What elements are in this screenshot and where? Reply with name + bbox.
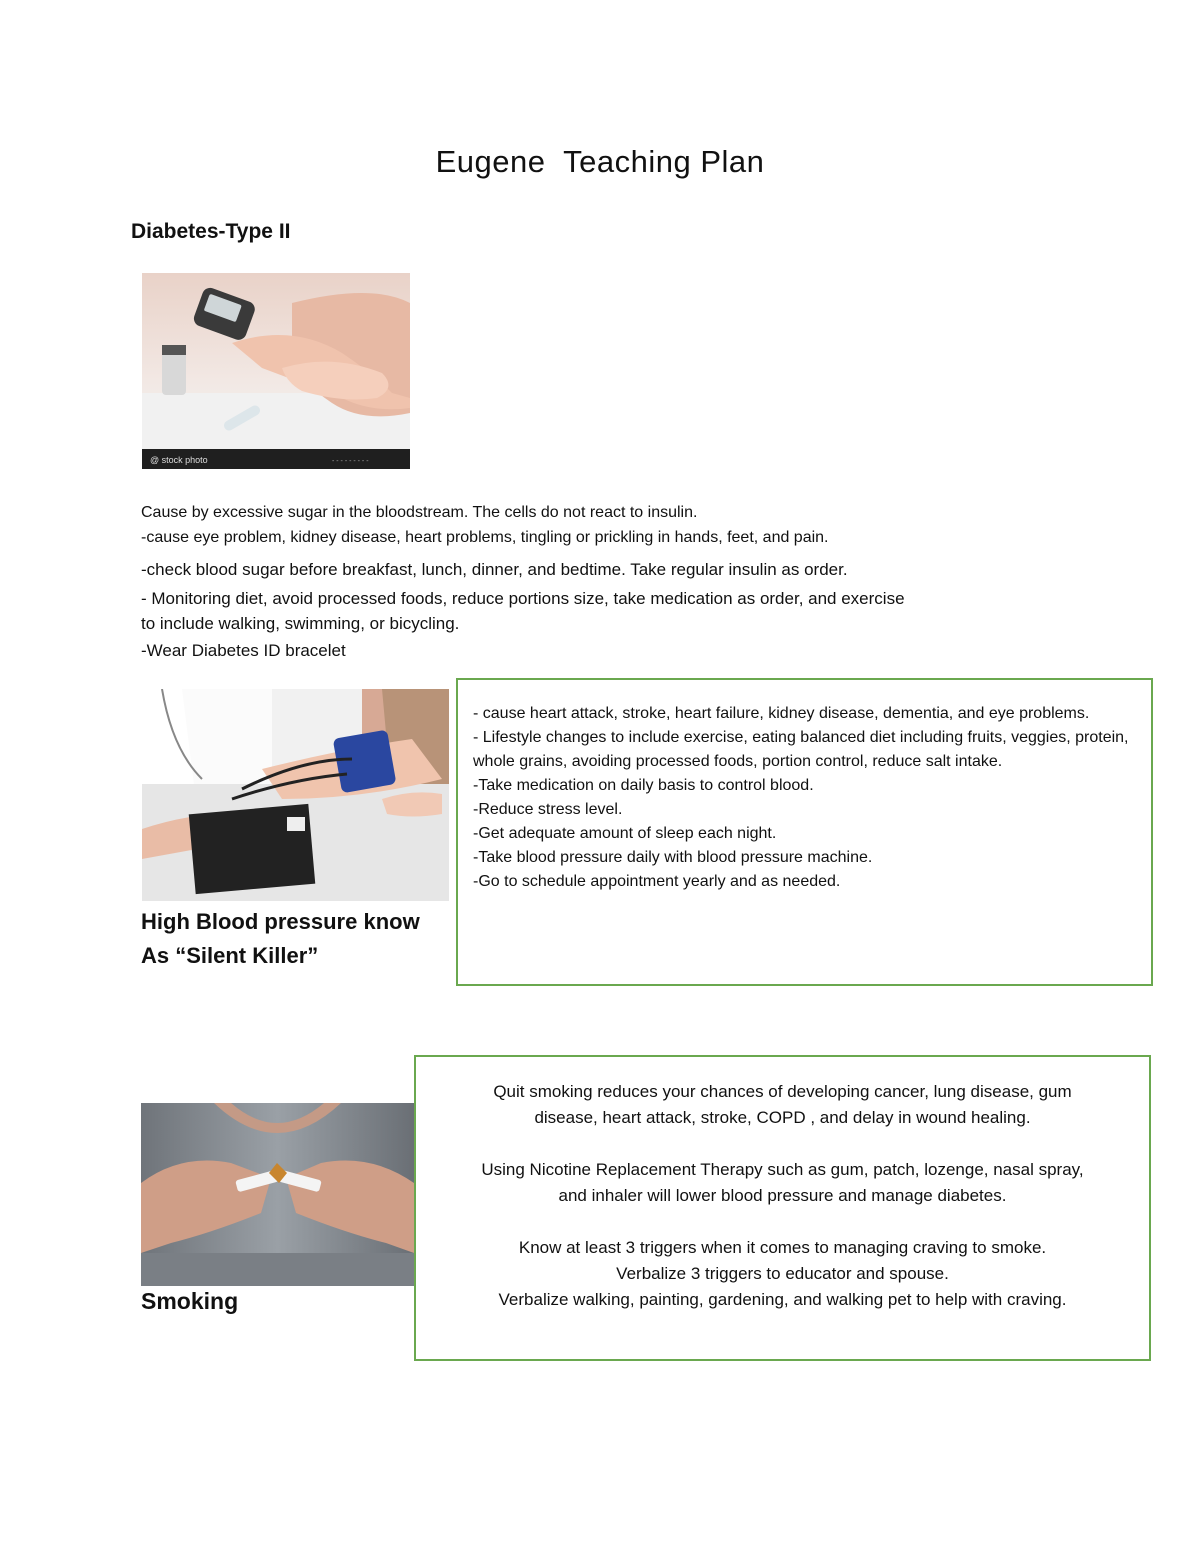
- list-item: -Go to schedule appointment yearly and as needed.: [473, 873, 841, 890]
- blood-pressure-photo: [142, 689, 449, 901]
- list-item: -Get adequate amount of sleep each night.: [473, 825, 777, 842]
- smoking-line: Using Nicotine Replacement Therapy such as gum, patch, lozenge, nasal spray,: [481, 1160, 1084, 1179]
- diabetes-line: - Monitoring diet, avoid processed foods, reduce portions size, take medication as order, and exercise: [141, 589, 905, 608]
- svg-text:@ stock photo: @ stock photo: [150, 455, 208, 465]
- list-item: - cause heart attack, stroke, heart failure, kidney disease, dementia, and eye problems.: [473, 705, 1090, 722]
- list-item: - Lifestyle changes to include exercise, eating balanced diet including fruits, veggies, protein, whole grains, avoiding processed foods, portion control, reduce salt intake.: [473, 729, 1129, 770]
- smoking-line: Verbalize walking, painting, gardening, and walking pet to help with craving.: [498, 1290, 1067, 1309]
- diabetes-heading: Diabetes-Type II: [131, 220, 291, 243]
- broken-cigarette-photo: [141, 1103, 414, 1286]
- smoking-heading: Smoking: [141, 1288, 239, 1314]
- diabetes-line: -cause eye problem, kidney disease, heart problems, tingling or prickling in hands, feet, and pain.: [141, 529, 829, 546]
- page-title: Eugene Teaching Plan: [435, 144, 765, 179]
- list-item: -Take blood pressure daily with blood pressure machine.: [473, 849, 873, 866]
- smoking-line: Know at least 3 triggers when it comes to managing craving to smoke.: [518, 1238, 1047, 1257]
- smoking-line: Quit smoking reduces your chances of developing cancer, lung disease, gum: [493, 1082, 1072, 1101]
- smoking-notes: [420, 1079, 1145, 1313]
- blood-pressure-list: [473, 702, 1143, 894]
- glucose-meter-photo: [142, 273, 410, 469]
- list-item: -Take medication on daily basis to control blood.: [473, 777, 814, 794]
- list-item: -Reduce stress level.: [473, 801, 623, 818]
- svg-text:- - - - - - - - -: - - - - - - - - -: [332, 458, 369, 465]
- blood-pressure-heading-line: As “Silent Killer”: [141, 943, 319, 968]
- diabetes-line: -Wear Diabetes ID bracelet: [141, 641, 346, 660]
- diabetes-line: -check blood sugar before breakfast, lunch, dinner, and bedtime. Take regular insulin as order.: [141, 560, 848, 579]
- smoking-line: disease, heart attack, stroke, COPD , and delay in wound healing.: [534, 1108, 1031, 1127]
- blood-pressure-heading-line: High Blood pressure know: [141, 909, 420, 934]
- smoking-line: and inhaler will lower blood pressure and manage diabetes.: [558, 1186, 1007, 1205]
- smoking-line: Verbalize 3 triggers to educator and spouse.: [616, 1264, 949, 1283]
- blood-pressure-heading: [141, 905, 420, 973]
- diabetes-line: to include walking, swimming, or bicycling.: [141, 614, 460, 633]
- diabetes-line: Cause by excessive sugar in the bloodstream. The cells do not react to insulin.: [141, 504, 698, 521]
